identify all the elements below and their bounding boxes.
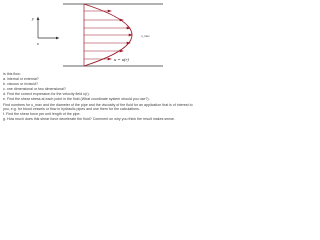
question-f: f. Find the shear force per unit length of the pipe. <box>3 112 81 117</box>
question-intro: Is this flow: <box>3 72 21 76</box>
question-g: g. How much does this shear force decelerate the fluid? Comment on why you think the result makes sense. <box>3 117 175 122</box>
question-d: d. Find the correct expression for the velocity field u(r). <box>3 91 90 96</box>
velocity-profile-diagram <box>0 0 200 72</box>
velocity-profile-figure <box>0 0 200 72</box>
question-c: c. one dimensional or two dimensional? <box>3 86 66 91</box>
question-b: b. viscous or inviscid? <box>3 81 38 86</box>
profile-label: u = u(r) <box>114 57 129 62</box>
question-application: Find numbers for u_max and the diameter of the pipe and the viscosity of the fluid for an application that is of interest to you, e.g. for blood vessels or flow in hydraulic pipes and use them for the calculations. <box>3 103 193 112</box>
velocity-arrowhead <box>108 58 111 60</box>
question-a: a. internal or external? <box>3 76 39 81</box>
question-list <box>3 72 197 122</box>
velocity-arrows <box>84 10 132 60</box>
x-axis-arrowhead <box>56 37 59 40</box>
y-axis-label: y <box>32 16 34 21</box>
u-max-label: u_max <box>141 34 150 38</box>
y-axis-arrowhead <box>37 17 40 20</box>
question-e: e. Find the shear stress at each point in the fluid (What coordinate system should you use?). <box>3 96 150 101</box>
velocity-arrowhead <box>108 10 111 12</box>
x-axis-label: x <box>37 41 39 46</box>
